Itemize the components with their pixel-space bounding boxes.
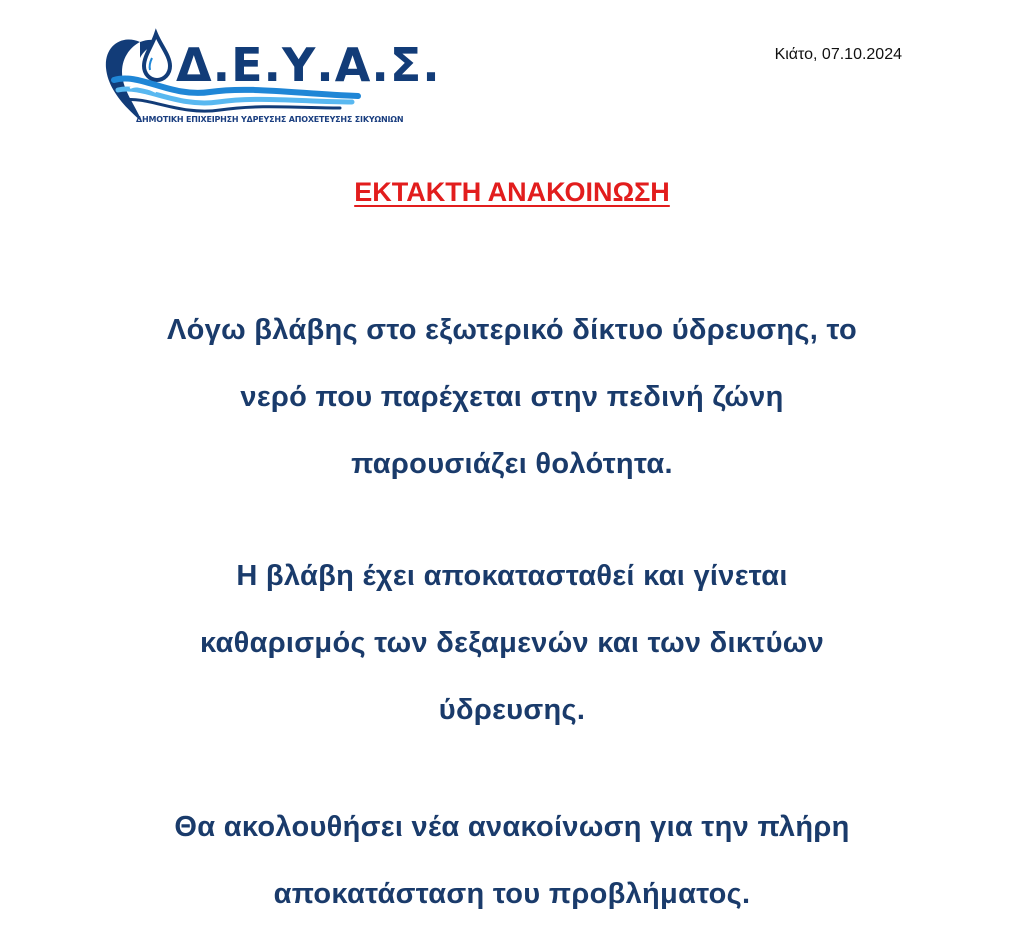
notice-title-text: ΕΚΤΑΚΤΗ ΑΝΑΚΟΙΝΩΣΗ [354,177,670,207]
place-date: Κιάτο, 07.10.2024 [774,46,902,63]
notice-paragraph-3 [0,794,1024,928]
paragraph-line: νερό που παρέχεται στην πεδινή ζώνη [240,381,784,413]
notice-paragraph-1 [0,297,1024,498]
paragraph-line: ύδρευσης. [438,694,586,726]
paragraph-line: καθαρισμός των δεξαμενών και των δικτύων [199,627,825,659]
organization-logo [100,28,441,128]
notice-paragraph-2 [0,543,1024,744]
paragraph-line: Θα ακολουθήσει νέα ανακοίνωση για την πλήρη [174,811,850,843]
notice-title [0,177,1024,208]
paragraph-line: αποκατάσταση του προβλήματος. [273,878,751,910]
logo-name: Δ.Ε.Υ.Α.Σ. [176,38,441,92]
paragraph-line: παρουσιάζει θολότητα. [351,448,673,480]
logo-subtitle: ΔΗΜΟΤΙΚΗ ΕΠΙΧΕΙΡΗΣΗ ΥΔΡΕΥΣΗΣ ΑΠΟΧΕΤΕΥΣΗΣ ΣΙΚΥΩΝΙΩΝ [136,115,404,124]
paragraph-line: Λόγω βλάβης στο εξωτερικό δίκτυο ύδρευσης, το [167,314,857,346]
paragraph-line: Η βλάβη έχει αποκατασταθεί και γίνεται [236,560,788,592]
